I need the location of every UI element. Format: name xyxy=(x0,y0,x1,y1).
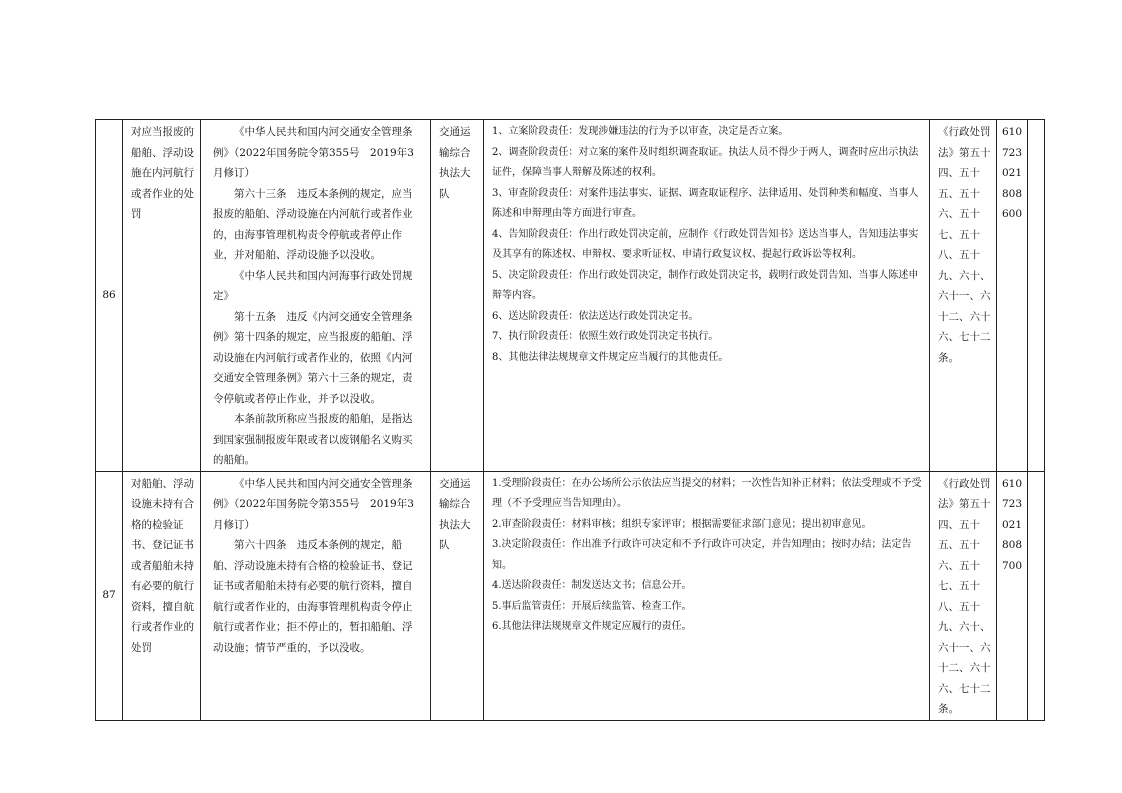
responsibility-item: 7、执行阶段责任：依照生效行政处罚决定书执行。 xyxy=(492,331,719,342)
responsibility-item: 1.受理阶段责任：在办公场所公示依法应当提交的材料；一次性告知补正材料；依法受理或不予受理（不予受理应当告知理由）。 xyxy=(492,477,922,509)
item-name-cell xyxy=(123,120,201,472)
department: 交通运输综合执法大队 xyxy=(439,477,471,551)
accountability-basis: 《行政处罚法》第五十四、五十五、五十六、五十七、五十八、五十九、六十、六十一、六十二、六十六、七十二条。 xyxy=(938,477,991,715)
code-segment: 808 xyxy=(1001,539,1023,551)
legal-basis-cell xyxy=(201,120,431,472)
responsibility-item: 6、送达阶段责任：依法送达行政处罚决定书。 xyxy=(492,310,699,322)
responsibility-item: 4.送达阶段责任：制发送达文书；信息公开。 xyxy=(492,580,692,591)
code-segment: 610 xyxy=(1001,126,1023,138)
responsibility-item: 8、其他法律法规规章文件规定应当履行的其他责任。 xyxy=(492,351,729,363)
code-segment: 723 xyxy=(1001,498,1023,510)
code-segment: 700 xyxy=(1001,559,1023,572)
responsibility-item: 1、立案阶段责任：发现涉嫌违法的行为予以审查，决定是否立案。 xyxy=(492,126,789,137)
basis-paragraph: 本条前款所称应当报废的船舶，是指达到国家强制报废年限或者以废钢船名义购买的船舶。 xyxy=(213,413,413,466)
accountability-cell xyxy=(930,471,997,720)
responsibility-cell xyxy=(484,120,930,472)
responsibility-item: 2.审查阶段责任：材料审核；组织专家评审；根据需要征求部门意见；提出初审意见。 xyxy=(492,518,872,530)
responsibility-item: 5.事后监管责任：开展后续监管、检查工作。 xyxy=(492,600,692,612)
accountability-cell xyxy=(930,120,997,472)
department-cell xyxy=(431,120,484,472)
code-segment: 021 xyxy=(1001,518,1023,531)
item-name: 对船舶、浮动设施未持有合格的检验证书、登记证书或者船舶未持有必要的航行资料，擅自航行或者作业的处罚 xyxy=(131,477,194,654)
remark-cell xyxy=(1028,120,1045,472)
item-name: 对应当报废的船舶、浮动设施在内河航行或者作业的处罚 xyxy=(131,126,194,220)
power-list-table xyxy=(95,119,1045,721)
code-cell xyxy=(997,120,1028,472)
code-segment: 610 xyxy=(1001,477,1023,490)
responsibility-item: 3.决定阶段责任：作出准予行政许可决定和不予行政许可决定，并告知理由；按时办结；法定告知。 xyxy=(492,539,912,571)
item-name-cell xyxy=(123,471,201,720)
row-number: 87 xyxy=(96,471,123,720)
basis-paragraph: 第十五条 违反《内河交通安全管理条例》第十四条的规定，应当报废的船舶、浮动设施在内河航行或者作业的，依照《内河交通安全管理条例》第六十三条的规定，责令停航或者停止作业，并予以没收。 xyxy=(213,310,413,405)
department: 交通运输综合执法大队 xyxy=(439,126,471,200)
department-cell xyxy=(431,471,484,720)
code-segment: 021 xyxy=(1001,167,1023,179)
basis-paragraph: 第六十四条 违反本条例的规定，船舶、浮动设施未持有合格的检验证书、登记证书或者船舶未持有必要的航行资料，擅自航行或者作业的，由海事管理机构责令停止航行或者作业；拒不停止的，暂扣船舶、浮动设施；情节严重的，予以没收。 xyxy=(213,539,413,654)
remark-cell xyxy=(1028,471,1045,720)
table-row xyxy=(96,471,1045,720)
responsibility-cell xyxy=(484,471,930,720)
accountability-basis: 《行政处罚法》第五十四、五十五、五十六、五十七、五十八、五十九、六十、六十一、六十二、六十六、七十二条。 xyxy=(938,126,991,364)
responsibility-item: 6.其他法律法规规章文件规定应履行的责任。 xyxy=(492,621,692,632)
basis-paragraph: 第六十三条 违反本条例的规定，应当报废的船舶、浮动设施在内河航行或者作业的，由海事管理机构责令停航或者停止作业，并对船舶、浮动设施予以没收。 xyxy=(213,187,413,261)
row-number: 86 xyxy=(96,120,123,472)
responsibility-item: 4、告知阶段责任：作出行政处罚决定前，应制作《行政处罚告知书》送达当事人，告知违法事实及其享有的陈述权、申辩权、要求听证权、申请行政复议权、提起行政诉讼等权利。 xyxy=(492,228,919,260)
table-row xyxy=(96,120,1045,472)
code-cell xyxy=(997,471,1028,720)
responsibility-item: 3、审查阶段责任：对案件违法事实、证据、调查取证程序、法律适用、处罚种类和幅度、当事人陈述和申辩理由等方面进行审查。 xyxy=(492,187,919,219)
legal-basis-cell xyxy=(201,471,431,720)
code-segment: 723 xyxy=(1001,146,1023,159)
basis-paragraph: 《中华人民共和国内河交通安全管理条例》（2022年国务院令第355号 2019年3月修订） xyxy=(213,126,414,179)
code-segment: 808 xyxy=(1001,187,1023,200)
code-segment: 600 xyxy=(1001,208,1023,220)
basis-paragraph: 《中华人民共和国内河海事行政处罚规定》 xyxy=(213,269,413,302)
responsibility-item: 2、调查阶段责任：对立案的案件及时组织调查取证。执法人员不得少于两人，调查时应出示执法证件，保障当事人辩解及陈述的权利。 xyxy=(492,146,919,178)
responsibility-item: 5、决定阶段责任：作出行政处罚决定，制作行政处罚决定书，载明行政处罚告知、当事人陈述申辩等内容。 xyxy=(492,269,919,301)
basis-paragraph: 《中华人民共和国内河交通安全管理条例》（2022年国务院令第355号 2019年3月修订） xyxy=(213,477,414,531)
